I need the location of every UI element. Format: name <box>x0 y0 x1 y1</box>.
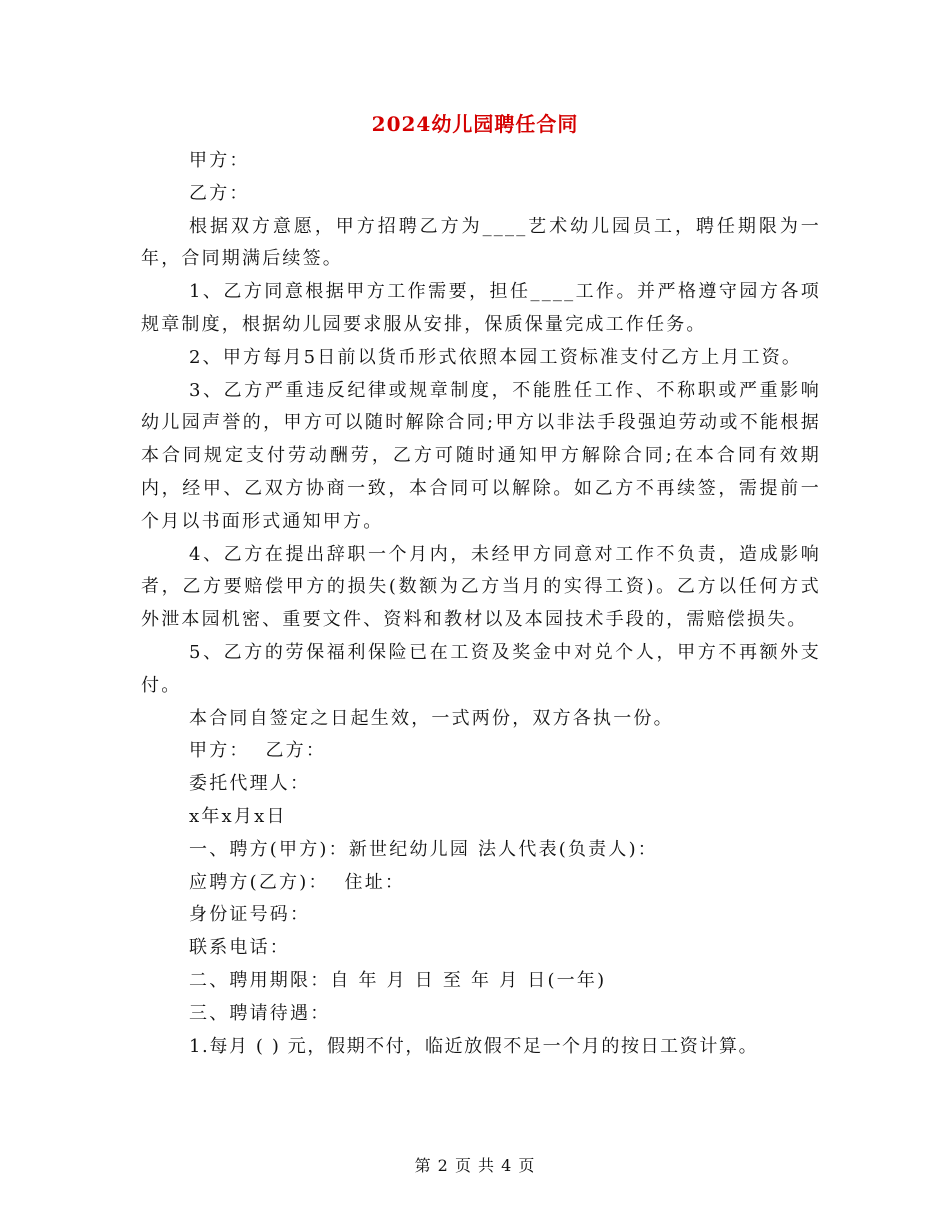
paragraph: 联系电话： <box>189 937 290 959</box>
document-title: 2024幼儿园聘任合同 <box>371 112 579 136</box>
paragraph: 委托代理人： <box>189 773 311 795</box>
paragraph: 5、乙方的劳保福利保险已在工资及奖金中对兑个人，甲方不再额外支付。 <box>141 641 821 696</box>
document-body <box>141 145 821 1063</box>
paragraph: 本合同自签定之日起生效，一式两份，双方各执一份。 <box>189 707 674 729</box>
page-number-footer: 第 2 页 共 4 页 <box>414 1156 536 1175</box>
paragraph: 2、甲方每月5日前以货币形式依照本园工资标准支付乙方上月工资。 <box>189 346 803 368</box>
paragraph: 根据双方意愿，甲方招聘乙方为____艺术幼儿园员工，聘任期限为一年，合同期满后续签。 <box>141 215 821 270</box>
paragraph: 一、聘方(甲方)：新世纪幼儿园 法人代表(负责人)： <box>189 838 659 860</box>
paragraph: 3、乙方严重违反纪律或规章制度，不能胜任工作、不称职或严重影响幼儿园声誉的，甲方可以随时解除合同;甲方以非法手段强迫劳动或不能根据本合同规定支付劳动酬劳，乙方可随时通知甲方解除合同;在本合同有效期内，经甲、乙双方协商一致，本合同可以解除。如乙方不再续签，需提前一个月以书面形式通知甲方。 <box>141 379 821 532</box>
paragraph: 二、聘用期限：自 年 月 日 至 年 月 日(一年) <box>189 969 607 991</box>
paragraph: 身份证号码： <box>189 904 311 926</box>
paragraph: 甲方： 乙方： <box>189 740 327 762</box>
paragraph: 甲方： <box>189 150 250 171</box>
paragraph: 应聘方(乙方)： 住址： <box>189 871 406 893</box>
paragraph: 乙方： <box>189 182 250 204</box>
paragraph: 4、乙方在提出辞职一个月内，未经甲方同意对工作不负责，造成影响者，乙方要赔偿甲方的损失(数额为乙方当月的实得工资)。乙方以任何方式外泄本园机密、重要文件、资料和教材以及本园技术手段的，需赔偿损失。 <box>141 543 821 631</box>
paragraph: 1.每月 ( ) 元，假期不付，临近放假不足一个月的按日工资计算。 <box>189 1035 759 1057</box>
paragraph: x年x月x日 <box>189 805 287 827</box>
paragraph: 1、乙方同意根据甲方工作需要，担任____工作。并严格遵守园方各项规章制度，根据幼儿园要求服从安排，保质保量完成工作任务。 <box>141 281 821 335</box>
paragraph: 三、聘请待遇： <box>189 1002 331 1024</box>
